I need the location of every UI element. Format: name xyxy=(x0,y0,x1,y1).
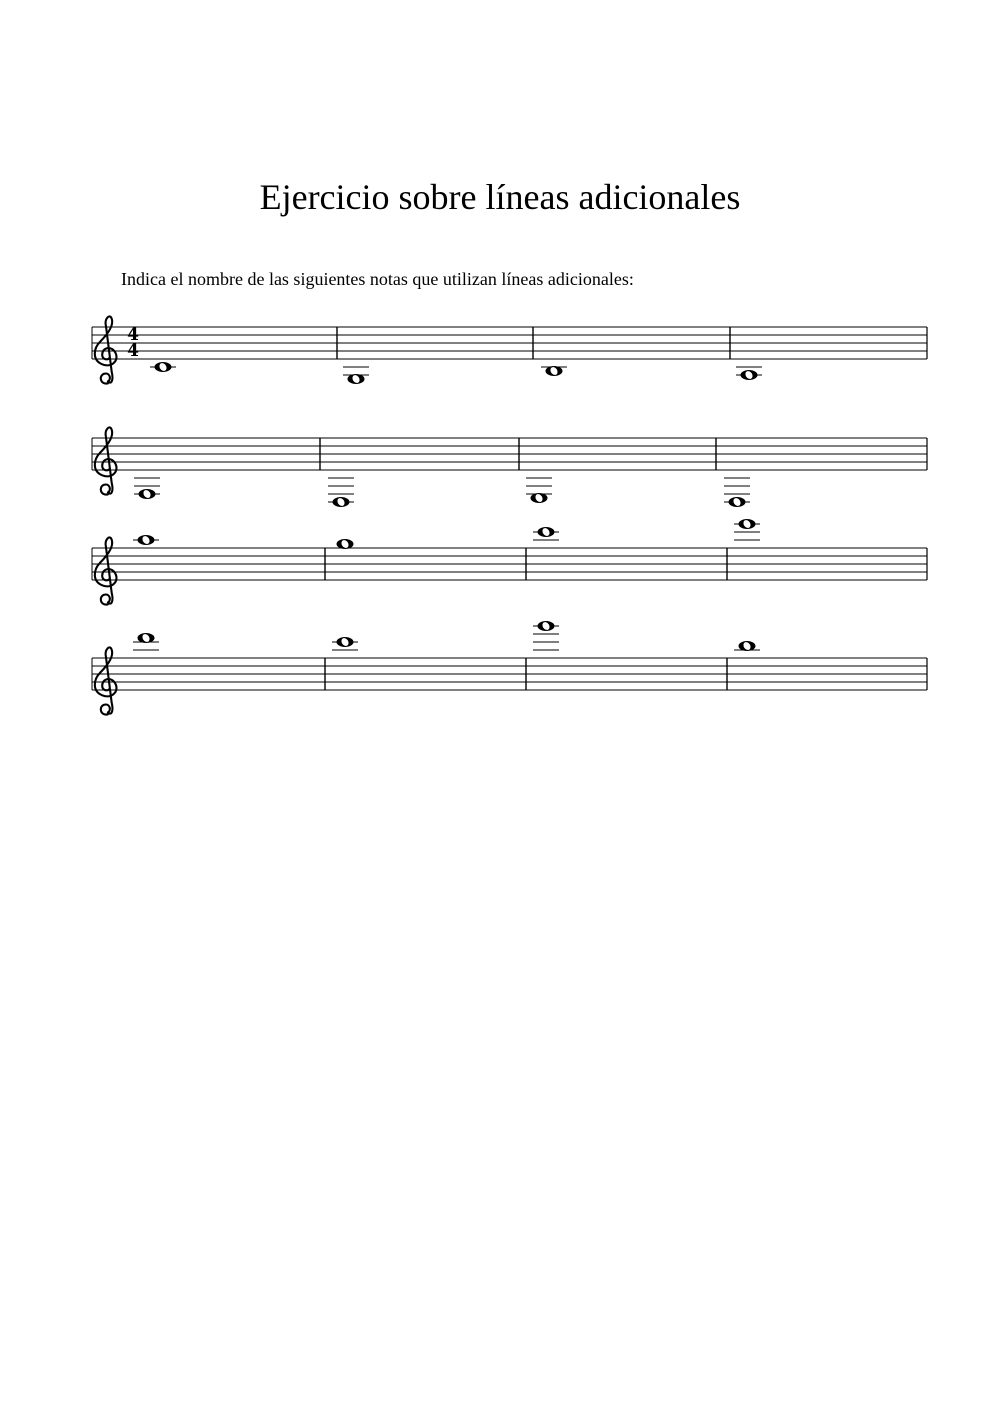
whole-note xyxy=(741,370,758,381)
whole-note xyxy=(138,535,155,546)
staff-system xyxy=(92,316,927,384)
staff-system xyxy=(92,427,927,507)
whole-note xyxy=(337,637,354,648)
treble-clef-icon xyxy=(95,537,117,604)
treble-clef-icon xyxy=(95,647,117,714)
whole-note xyxy=(333,497,350,508)
whole-note xyxy=(155,362,172,373)
whole-note xyxy=(739,519,756,530)
treble-clef-icon xyxy=(95,427,117,494)
treble-clef-icon xyxy=(95,316,117,383)
staff-system xyxy=(92,519,927,605)
time-signature-numerator: 4 xyxy=(127,325,139,345)
staff-system xyxy=(92,621,927,715)
time-signature-denominator: 4 xyxy=(127,341,139,361)
whole-note xyxy=(538,621,555,632)
whole-note xyxy=(729,497,746,508)
whole-note xyxy=(538,527,555,538)
page-title: Ejercicio sobre líneas adicionales xyxy=(259,177,741,217)
instruction-text: Indica el nombre de las siguientes notas que utilizan líneas adicionales: xyxy=(121,269,634,289)
whole-note xyxy=(139,489,156,500)
